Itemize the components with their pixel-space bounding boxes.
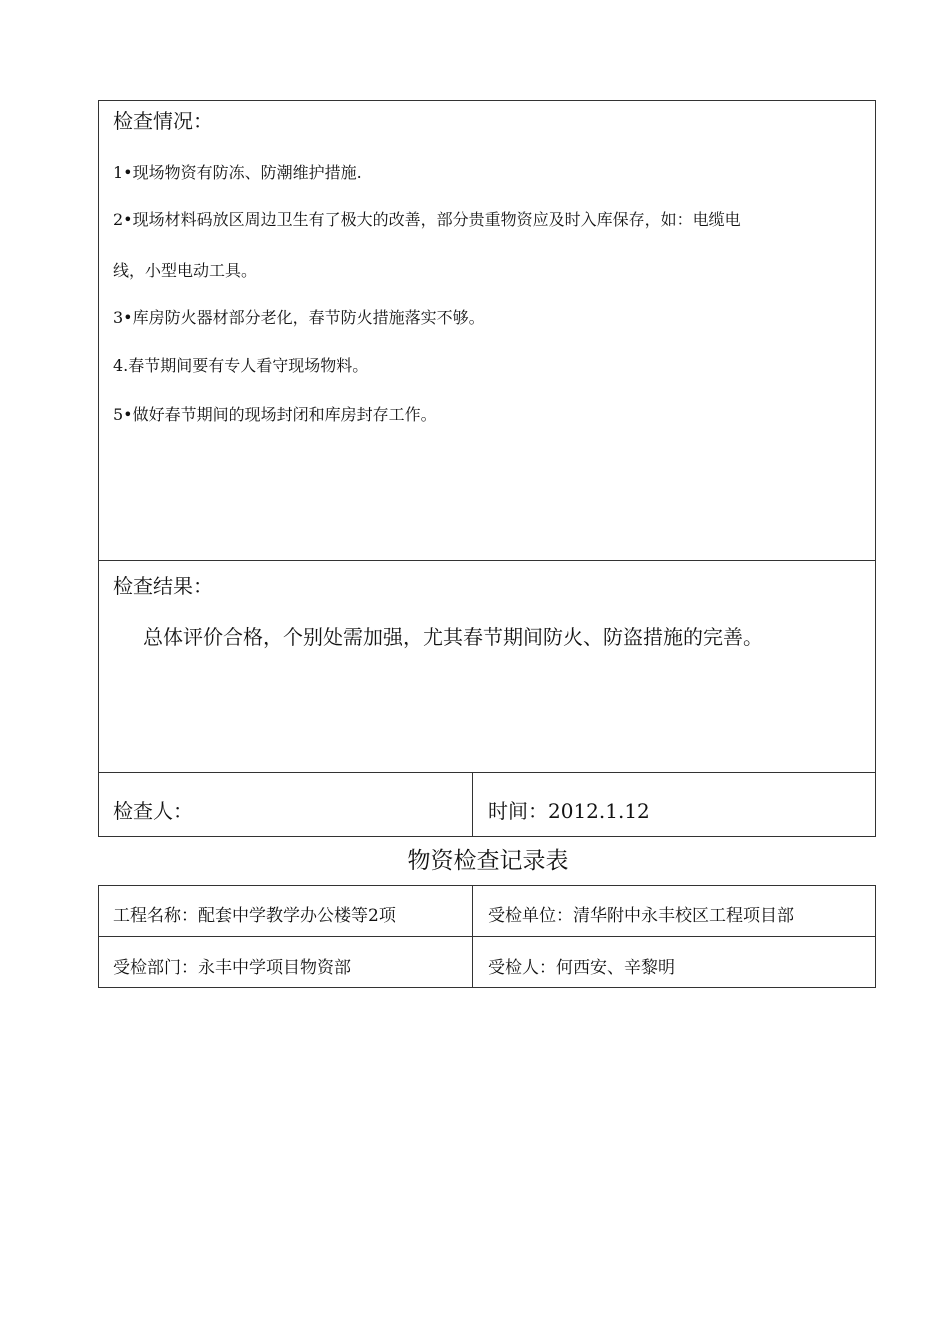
inspected-dept: 受检部门：永丰中学项目物资部 bbox=[113, 958, 351, 978]
info-table-row-divider bbox=[98, 936, 876, 937]
inspected-person: 受检人：何西安、辛黎明 bbox=[488, 958, 675, 978]
situation-item-3: 3•库房防火器材部分老化，春节防火措施落实不够。 bbox=[113, 308, 485, 327]
table-divider-time bbox=[472, 772, 473, 837]
result-label: 检查结果： bbox=[113, 574, 213, 598]
situation-item-5: 5•做好春节期间的现场封闭和库房封存工作。 bbox=[113, 405, 437, 424]
situation-item-4: 4.春节期间要有专人看守现场物料。 bbox=[113, 356, 369, 375]
situation-item-1: 1•现场物资有防冻、防潮维护措施. bbox=[113, 163, 362, 182]
situation-item-2-continued: 线，小型电动工具。 bbox=[113, 261, 258, 280]
inspector-label: 检查人： bbox=[113, 799, 193, 823]
inspected-unit: 受检单位：清华附中永丰校区工程项目部 bbox=[488, 906, 794, 926]
project-name: 工程名称：配套中学教学办公楼等2项 bbox=[113, 906, 396, 926]
inspection-time: 时间：2012.1.12 bbox=[488, 799, 650, 823]
situation-label: 检查情况： bbox=[113, 109, 213, 133]
result-text: 总体评价合格，个别处需加强，尤其春节期间防火、防盗措施的完善。 bbox=[143, 625, 763, 649]
table-divider-inspector bbox=[98, 772, 876, 773]
situation-item-2: 2•现场材料码放区周边卫生有了极大的改善，部分贵重物资应及时入库保存，如：电缆电 bbox=[113, 210, 741, 229]
form-title: 物资检查记录表 bbox=[407, 848, 569, 874]
info-table-col-divider bbox=[472, 885, 473, 988]
table-divider-result bbox=[98, 560, 876, 561]
